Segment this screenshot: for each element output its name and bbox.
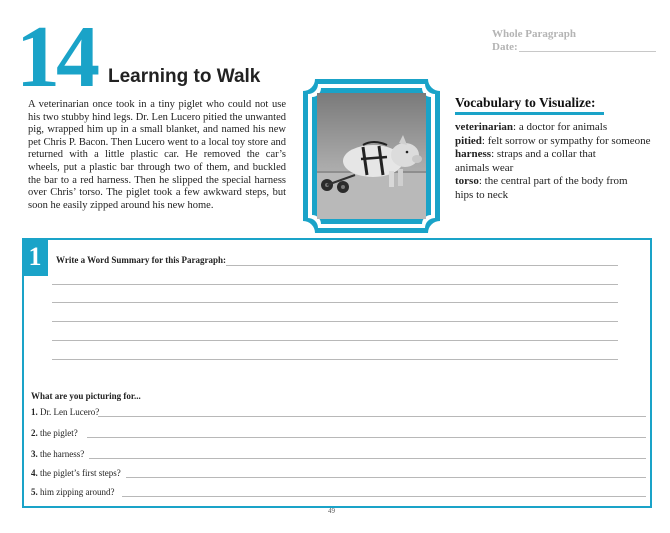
answer-line-5[interactable] — [122, 496, 646, 497]
vocab-definition: : straps and a collar that animals wear — [455, 148, 596, 174]
question-1: 1. Dr. Len Lucero? — [31, 407, 100, 417]
date-label: Date: — [492, 41, 518, 53]
summary-line[interactable] — [226, 265, 618, 266]
page-title: Learning to Walk — [108, 66, 261, 87]
vocab-item — [455, 148, 611, 175]
vocab-definition: : felt sorrow or sympathy for someone — [481, 134, 651, 147]
question-5: 5. him zipping around? — [31, 487, 115, 497]
answer-line-4[interactable] — [126, 477, 646, 478]
vocab-definition: : the central part of the body from hips to neck — [455, 175, 628, 201]
whole-paragraph-label: Whole Paragraph — [492, 28, 577, 40]
vocab-term: harness — [455, 148, 492, 161]
question-3: 3. the harness? — [31, 449, 85, 459]
vocab-item — [455, 121, 665, 135]
photo-frame — [303, 79, 440, 233]
reading-paragraph: A veterinarian once took in a tiny piglet who could not use his two stubby hind legs. Dr. Len Lucero pitied the unwanted pig, wrapped him up in a small blanket, and named his new pet Chris P. Bacon. Then Lucero went to a local toy store and returned with a little plastic car. He removed the car’s wheels, put a plastic bar through two of them, and buckled the bar to a red harness. Then he slipped the special harness over Chris’ torso. The piglet took a few awkward steps, but soon he easily zipped around his new home. — [28, 99, 286, 211]
question-2: 2. the piglet? — [31, 428, 78, 438]
vocabulary-list — [455, 121, 665, 203]
summary-label: Write a Word Summary for this Paragraph: — [56, 255, 226, 265]
vocab-item — [455, 175, 639, 202]
vocab-term: veterinarian — [455, 121, 514, 133]
vocab-term: pitied — [455, 134, 482, 147]
piglet-photo-icon — [303, 79, 440, 233]
page-number: 49 — [328, 507, 335, 515]
summary-line[interactable] — [52, 359, 618, 360]
summary-line[interactable] — [52, 302, 618, 303]
answer-line-2[interactable] — [87, 437, 646, 438]
vocabulary-underline — [455, 112, 604, 115]
vocabulary-heading: Vocabulary to Visualize: — [455, 95, 596, 110]
summary-line[interactable] — [52, 321, 618, 322]
activity-number-badge: 1 — [22, 238, 48, 276]
answer-line-1[interactable] — [98, 416, 646, 417]
date-line — [519, 51, 656, 52]
summary-line[interactable] — [52, 284, 618, 285]
answer-line-3[interactable] — [89, 458, 646, 459]
question-4: 4. the piglet’s first steps? — [31, 468, 121, 478]
vocab-term: torso — [455, 175, 479, 188]
vocab-item — [455, 135, 665, 149]
vocab-definition: : a doctor for animals — [513, 121, 608, 133]
picturing-label: What are you picturing for... — [31, 391, 141, 401]
summary-line[interactable] — [52, 340, 618, 341]
lesson-number: 14 — [16, 9, 96, 106]
